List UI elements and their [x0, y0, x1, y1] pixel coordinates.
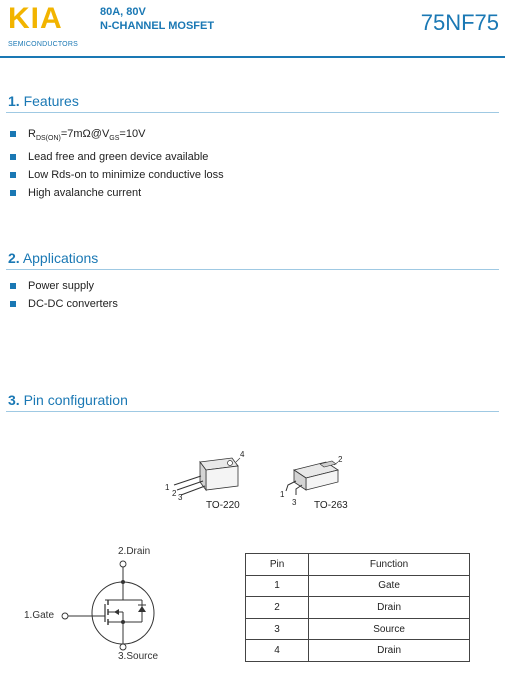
to220-pin-label: 2 [172, 489, 177, 498]
applications-heading [8, 250, 98, 266]
header-divider [0, 56, 505, 58]
company-logo: KIA [8, 2, 63, 35]
source-label: 3.Source [118, 651, 159, 662]
pin-config-number: 3. [8, 392, 20, 408]
header [0, 0, 505, 52]
application-item: DC-DC converters [10, 295, 118, 313]
features-number: 1. [8, 93, 20, 109]
mosfet-symbol [60, 556, 170, 656]
pin-config-title: Pin configuration [23, 392, 128, 408]
to220-package-drawing [160, 448, 260, 506]
features-title: Features [23, 93, 79, 109]
table-row [246, 575, 470, 597]
table-header-cell: Function [309, 554, 470, 576]
feature-item: Lead free and green device available [10, 148, 224, 166]
part-number: 75NF75 [420, 10, 499, 35]
features-heading [8, 93, 79, 109]
table-cell: 3 [246, 618, 309, 640]
table-cell: Gate [309, 575, 470, 597]
to263-package-drawing [276, 454, 356, 506]
logo-subtitle: SEMICONDUCTORS [8, 41, 78, 48]
table-cell: 2 [246, 597, 309, 619]
to220-pin-label: 3 [178, 493, 183, 502]
table-cell: Drain [309, 597, 470, 619]
to263-pin-label: 2 [338, 455, 343, 464]
table-row [246, 618, 470, 640]
table-header-row [246, 554, 470, 576]
rating-text: 80A, 80V [100, 6, 146, 18]
applications-list [10, 277, 118, 313]
pin-config-heading [8, 392, 128, 408]
to220-label: TO-220 [206, 500, 240, 511]
features-divider [6, 112, 499, 113]
feature-rds: $R_{DS(ON)}=7m\Omega@V_{GS}=10V$ [10, 125, 224, 148]
table-cell: Drain [309, 640, 470, 662]
to220-pin-label: 1 [165, 483, 170, 492]
table-cell: Source [309, 618, 470, 640]
device-type-text: N-CHANNEL MOSFET [100, 20, 215, 32]
applications-number: 2. [8, 250, 20, 266]
table-cell: 4 [246, 640, 309, 662]
applications-title: Applications [22, 250, 99, 266]
drain-label: 2.Drain [118, 546, 151, 557]
gate-label: 1.Gate [24, 610, 55, 621]
features-list [10, 125, 224, 202]
to263-pin-label: 3 [292, 498, 297, 506]
table-row [246, 640, 470, 662]
to263-pin-label: 1 [280, 490, 285, 499]
pin-function-table [245, 553, 470, 662]
feature-item: High avalanche current [10, 184, 224, 202]
to263-label: TO-263 [314, 500, 348, 511]
pin-config-divider [6, 411, 499, 412]
applications-divider [6, 269, 499, 270]
application-item: Power supply [10, 277, 118, 295]
table-row [246, 597, 470, 619]
to220-pin-label: 4 [240, 450, 245, 459]
feature-item: Low Rds-on to minimize conductive loss [10, 166, 224, 184]
table-cell: 1 [246, 575, 309, 597]
table-header-cell: Pin [246, 554, 309, 576]
